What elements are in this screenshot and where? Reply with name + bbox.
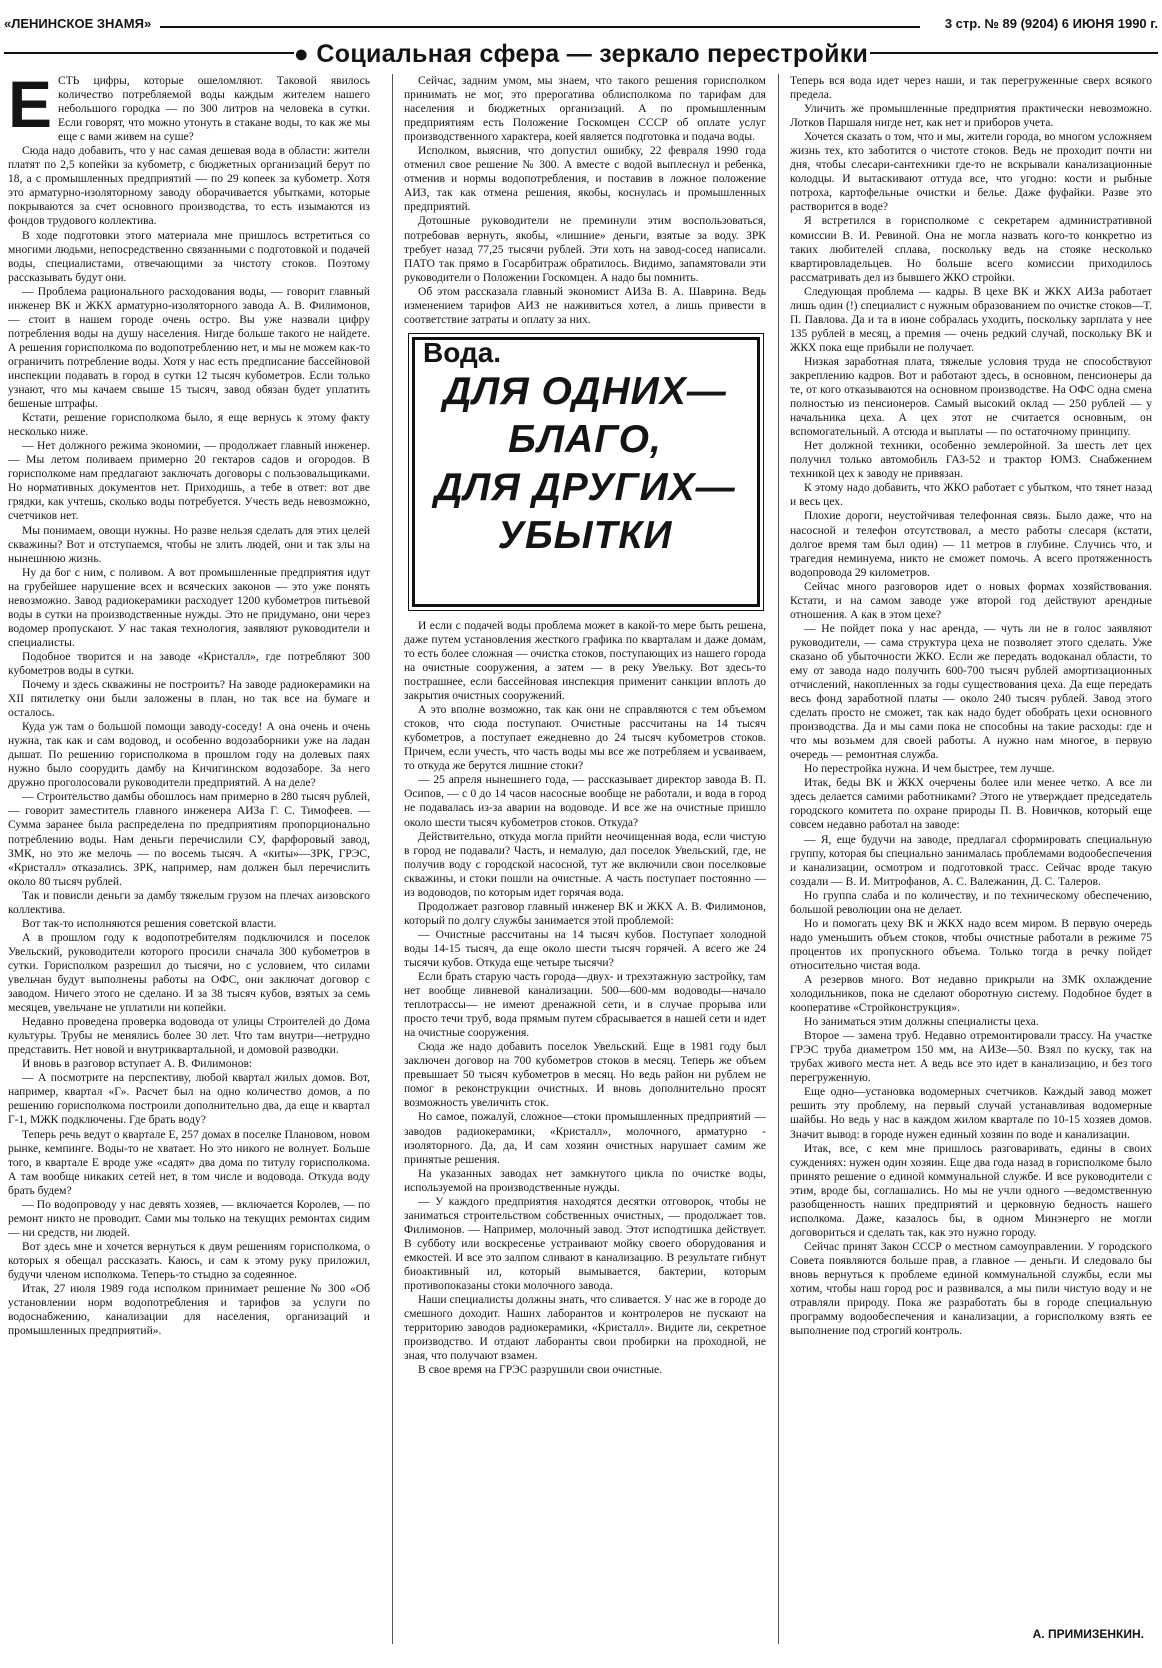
- box-title: [423, 368, 747, 560]
- box-title-line: ДЛЯ ДРУГИХ—: [434, 465, 736, 509]
- paragraph: Теперь вся вода идет через наши, и так перегруженные сверх всякого предела.: [790, 75, 1152, 102]
- drop-cap: Е: [8, 74, 53, 141]
- subheadline-box: [412, 337, 760, 607]
- paragraph: Сейчас много разговоров идет о новых формах хозяйствования. Кстати, и на самом заводе уже второй год действуют арендные отношения. А как в этом цехе?: [790, 580, 1152, 621]
- paragraph: Подобное творится и на заводе «Кристалл», где потребляют 300 кубометров воды в сутки.: [8, 650, 370, 677]
- paragraph: Об этом рассказала главный экономист АИЗа В. А. Шаврина. Ведь изменением тарифов АИЗ не наживиться хотел, а лишь привести в соответствие затраты и оплату за них.: [404, 285, 766, 326]
- issue-info: 3 стр. № 89 (9204) 6 ИЮНЯ 1990 г.: [944, 16, 1158, 31]
- paragraph: И если с подачей воды проблема может в какой-то мере быть решена, даже путем установления жесткого графика по кварталам и даже домам, то есть более сложная — очистка стоков, поступающих из нашего города на очистные сооружения, а затем — в реку Увельку. Вот здесь-то пострашнее, если бассейновая инспекция применит санкции вплоть до закрытия очистных сооружений.: [404, 619, 766, 703]
- paragraph: Действительно, откуда могла прийти неочищенная вода, если чистую в город не подавали? Часть, и немалую, дал поселок Увельский, где, не получив воду с городской насосной, тут же включили свои поселковые скважины, и стоки пошли на очистные. А часть поступает постоянно — из водоводов, по которым идет горячая вода.: [404, 830, 766, 899]
- paragraph: Итак, 27 июля 1989 года исполком принимает решение № 300 «Об установлении норм водопотребления и тарифов за услуги по водоснабжению, канализации для населения, организаций и промышленных предприятий».: [8, 1283, 370, 1338]
- paragraph: Но и помогать цеху ВК и ЖКХ надо всем миром. В первую очередь надо уменьшить объем стоков, чтобы очистные работали в режиме 75 процентов их пропускного объема. Только тогда в речку пойдет относительно чистая вода.: [790, 917, 1152, 972]
- paragraph: Теперь речь ведут о квартале Е, 257 домах в поселке Плановом, новом рынке, кемпинге. Воды-то не хватает. Но это никого не волнует. Больше того, в квартале Е вроде уже «садят» два дома по титулу горисполкома. А там вообще никаких сетей нет, в том числе и водовода. Откуда воду брать будем?: [8, 1128, 370, 1197]
- paragraph: — Строительство дамбы обошлось нам примерно в 280 тысяч рублей, — говорит заместитель главного инженера АИЗа Г. С. Тимофеев. — Сумма заранее была распределена по предприятиям пропорционально потреблению воды. Нам деньги перечислили СУ, фарфоровый завод, ЗМК, но это же мелочь — по восемь тысяч. А «киты»—ЗРК, ГРЭС, «Кристалл» отказались. ЗРК, например, нам должен был перечислить около 80 тысяч рублей.: [8, 791, 370, 888]
- paragraph: Кстати, решение горисполкома было, я еще вернусь к этому факту несколько ниже.: [8, 412, 370, 439]
- paragraph: Но самое, пожалуй, сложное—стоки промышленных предприятий — заводов радиокерамики, «Кристалл», молочного, арматурно - изоляторного. Да, да, И сам хозяин очистных нарушает самим же принятые решения.: [404, 1111, 766, 1166]
- paragraph: Итак, все, с кем мне пришлось разговаривать, едины в своих суждениях: нужен один хозяин. Еще два года назад в горисполкоме было принято решение о единой коммунальной службе. И все руководители с этим, вроде бы, соглашались. Но мы не учли одного —ведомственную разобщенность наших предприятий и церковную бедность нашего исполкома. Даже, казалось бы, в одном Минэнерго не могли договориться и сделать так, как это нужно городу.: [790, 1142, 1152, 1239]
- column-divider: [392, 74, 393, 1644]
- section-headline: ● Социальная сфера — зеркало перестройки: [293, 40, 869, 68]
- paragraph: В ходе подготовки этого материала мне пришлось встретиться со многими людьми, непосредственно связанными с подготовкой и подачей воды, специалистами, отвечающими за чистоту стоков. Поэтому рассказывать будут они.: [8, 229, 370, 284]
- paragraph: — У каждого предприятия находятся десятки отговорок, чтобы не заниматься строительством собственных очистных, — продолжает тов. Филимонов. — Например, молочный завод. Этот исподтишка действует. В субботу или воскресенье устраивают мойку своего оборудования и емкостей. И все это залпом сливают в канализацию. В результате гибнут биоактивный ил, который вымывается, бактерии, которым противопоказаны стоки молочного завода.: [404, 1195, 766, 1293]
- paragraph: Второе — замена труб. Недавно отремонтировали трассу. На участке ГРЭС труба диаметром 150 мм, на АИЗе—50. Взял по куску, так на трубах живого места нет. А ведь все это идет в канализацию, и без того перегруженную.: [790, 1030, 1152, 1085]
- paragraph: — Не пойдет пока у нас аренда, — чуть ли не в голос заявляют руководители, — сама структура цеха не позволяет этого сделать. Уже сказано об убыточности ЖКО. Если же передать водоканал области, то ему от завода надо получить 600-700 тысяч рублей амортизационных отчислений, накопленных за годы существования цеха. Да еще передать весь фонд заработной платы — около 240 тысяч рублей. Завод этого сделать просто не сможет, так как надо будет обобрать цехи основного производства. Да и мы сами пока не способны на такие расходы: где и что мы возьмем для своей работы. А нужно нам многое, в первую очередь — ремонтная служба.: [790, 622, 1152, 762]
- paragraph: Но перестройка нужна. И чем быстрее, тем лучше.: [804, 763, 1055, 776]
- paragraph: Мы понимаем, овощи нужны. Но разве нельзя сделать для этих целей скважины? Вот и отступаемся, чтобы не злить людей, они и так злы на нынешнюю жизнь.: [8, 524, 370, 565]
- paragraph: Еще одно—установка водомерных счетчиков. Каждый завод может решить эту проблему, на первый случай устанавливая водомерные шайбы. Но ведь у нас в каждом жилом квартале по 10-15 хозяев домов. Значит вывод: в городе нужен единый хозяин по воде и канализации.: [790, 1086, 1152, 1141]
- column-1: [8, 74, 370, 1649]
- paragraph: — 25 апреля нынешнего года, — рассказывает директор завода В. П. Осипов, — с 0 до 14 часов насосные вообще не работали, и вода в город не подавалась из-за аварии на водоводе. И все же на очистные пришло около шести тысяч кубометров стоков. Откуда?: [404, 774, 766, 829]
- box-title-line: БЛАГО,: [508, 417, 662, 461]
- paragraph: На указанных заводах нет замкнутого цикла по очистке воды, используемой на производственные нужды.: [404, 1167, 766, 1194]
- paragraph: — Нет должного режима экономии, — продолжает главный инженер. — Мы летом поливаем примерно 20 гектаров садов и огородов. В горисполкоме нам предлагают заключать договоры с пользовальщиками. Но нормативных документов нет. Приходишь, а тебе в ответ: вот две грядки, как учтешь, сколько воды потребуется. Учесть ведь невозможно, счетчиков нет.: [8, 440, 370, 523]
- paragraph: В свое время на ГРЭС разрушили свои очистные.: [418, 1364, 663, 1377]
- paragraph: Уличить же промышленные предприятия практически невозможно. Лотков Паршаля нигде нет, как нет и приборов учета.: [790, 103, 1152, 130]
- author-signature: А. ПРИМИЗЕНКИН.: [1032, 1626, 1144, 1641]
- paragraph: Исполком, выяснив, что допустил ошибку, 22 февраля 1990 года отменил свое решение № 300. А вместе с водой выплеснул и ребенка, отменив и нормы водопотребления, и поставив в ложное положение АИЗ, так как отмена решения, якобы, коснулась и промышленных предприятий.: [404, 145, 766, 214]
- paragraph: Нет должной техники, особенно землеройной. За шесть лет цех получил только автомобиль ГАЗ-52 и трактор ЮМЗ. Снабжением техникой цех к заводу не привязан.: [790, 440, 1152, 481]
- paragraph: Плохие дороги, неустойчивая телефонная связь. Было даже, что на насосной и телефон отсутствовал, а место работы слесаря (кстати, долгое время там был один) — 11 метров в глубине. Случись что, и трагедия неминуема, никто не сможет помочь. А всего протяженность водопровода 29 километров.: [790, 510, 1152, 579]
- paragraph: Если брать старую часть города—двух- и трехэтажную застройку, там нет вообще ливневой канализации. 500—600-мм водоводы—начало теплотрассы— не имеют дренажной сети, и в случае прорыва или просто течи труб, вода прямым путем сбрасывается в нашей сети и идет на очистные сооружения.: [404, 971, 766, 1040]
- paragraph: — Очистные рассчитаны на 14 тысяч кубов. Поступает холодной воды 14-15 тысяч, да еще около шести тысяч горячей. А всего же 24 тысячи кубов. Откуда еще четыре тысячи?: [404, 928, 766, 969]
- paragraph: — По водопроводу у нас девять хозяев, — включается Королев, — по ремонт никто не проводит. Сами мы только на текущих ремонтах сидим — ни средств, ни людей.: [8, 1198, 370, 1239]
- paragraph: — А посмотрите на перспективу, любой квартал жилых домов. Вот, например, квартал «Г». Расчет был на одно количество домов, а по решению горисполкома построили дополнительно два, да еще и квартал Г-1, МЖК подключены. Где брать воду?: [8, 1072, 370, 1127]
- paragraph: А это вполне возможно, так как они не справляются с тем объемом стоков, что сюда поступают. Очистные рассчитаны на 14 тысяч кубометров, а поступает ежедневно до 24 тысяч кубометров стоков. Причем, если учесть, что часть воды мы все же потребляем и усваиваем, то откуда же берутся лишние стоки?: [404, 704, 766, 773]
- box-title-line: УБЫТКИ: [497, 513, 673, 557]
- paragraph: Дотошные руководители не преминули этим воспользоваться, потребовав вернуть, якобы, «лишние» деньги, взятые за воду. ЗРК требует назад 77,25 тысячи рублей. Эти хоть на завод-сосед написали. ПАТО так прямо в Госарбитраж обратилось. Видимо, запамятовали эти руководители о Положении Госкомцен. А надо бы помнить.: [404, 215, 766, 284]
- paragraph: Но группа слаба и по количеству, и по техническому обеспечению, большой революции она не делает.: [790, 889, 1152, 916]
- paragraph: Ну да бог с ним, с поливом. А вот промышленные предприятия идут на грубейшее нарушение всех и всяческих законов — это уже понять невозможно. Завод радиокерамики расходует 1200 кубометров питьевой воды в сутки на производственные нужды. Это не придумано, они через водомер пропускают. У нас такая технология, заявляют руководители и специалисты.: [8, 566, 370, 649]
- paragraph: К этому надо добавить, что ЖКО работает с убытком, что тянет назад и весь цех.: [790, 482, 1152, 509]
- paragraph: — Проблема рационального расходования воды, — говорит главный инженер ВК и ЖКХ арматурно-изоляторного завода А. В. Филимонов, — стоит в нашем городе очень остро. Вы уже назвали цифру потребления воды на душу населения. Нигде больше такого не найдете. А решения горисполкома по водопотреблению нет, и мы не можем как-то ограничить потребление воды. Хотя у нас есть предписание бассейновой инспекции подавать в город в сутки 12 тысяч кубометров. Если только узнают, что мы качаем свыше 15 тысяч, завод обязан будет уплатить бешеные штрафы.: [8, 285, 370, 411]
- masthead: [4, 14, 1158, 34]
- paragraph: Сейчас, задним умом, мы знаем, что такого решения горисполком принимать не мог, это прерогатива облисполкома по тарифам для населения и бюджетных организаций. А по промышленным предприятиям есть Положение Госкомцен СССР об оплате услуг производственного характера, коей является подготовка и подача воды.: [404, 75, 766, 144]
- paragraph: Недавно проведена проверка водовода от улицы Строителей до Дома культуры. Трубы не менялись более 30 лет. Что там внутри—нетрудно представить. Нет новой и внутриквартальной, и домовой разводки.: [8, 1016, 370, 1057]
- paragraph: Вот здесь мне и хочется вернуться к двум решениям горисполкома, о которых я обещал рассказать. Каюсь, и сам к этому руку приложил, будучи членом исполкома. Теперь-то стыдно за содеянное.: [8, 1240, 370, 1281]
- paragraph: Наши специалисты должны знать, что сливается. У нас же в городе до смешного доходит. Наших лаборантов и контролеров не пускают на территорию заводов радиокерамики, «Кристалл». Видите ли, секретное производство. И отдают лаборанты свои пробирки на проходной, не зная, что получают взамен.: [404, 1294, 766, 1363]
- box-title-line: ДЛЯ ОДНИХ—: [443, 369, 727, 413]
- paragraph: — Я, еще будучи на заводе, предлагал сформировать специальную группу, которая бы специально занималась проблемами водообеспечения и канализации, осмотром и подготовкой трасс. Сейчас вроде такую создали — В. И. Митрофанов, А. С. Валежанин, Д. С. Талеров.: [790, 833, 1152, 888]
- box-kicker: Вода.: [423, 336, 502, 368]
- newspaper-name: «ЛЕНИНСКОЕ ЗНАМЯ»: [4, 16, 152, 31]
- paragraph: Сюда надо добавить, что у нас самая дешевая вода в области: жители платят по 2,5 копейки за кубометр, с бюджетных организаций берут по 18, а с промышленных предприятий — по 29 копеек за кубометр. Хотя это арматурно-изоляторному заводу оборачивается убытками, которые покрываются за счет основного производства, то есть изымаются из фондов трудового коллектива.: [8, 145, 370, 228]
- paragraph: А резервов много. Вот недавно прикрыли на ЗМК охлаждение холодильников, пока не сделают оборотную систему. Подобное будет в кооперативе «Стройконструкция».: [790, 974, 1152, 1015]
- paragraph: СТЬ цифры, которые ошеломляют. Таковой явилось количество потребляемой воды каждым жителем нашего небольшого городка — по 300 литров на человека в сутки. Если говорят, что можно утонуть в стакане воды, то как же мы еще с вами живем на суше?: [58, 75, 370, 144]
- paragraph: А в прошлом году к водопотребителям подключился и поселок Увельский, руководители которого просили сначала 300 кубометров в сутки. Горисполком разрешил до тысячи, но с условием, что силами увельчан будут выполнены работы на ОФС, они заключат договор с заводом. Ничего этого не сделано. И за 38 тысяч кубов, взятых за семь месяцев, увельчане не уплатили ни копейки.: [8, 931, 370, 1015]
- paragraph: Вот так-то исполняются решения советской власти.: [22, 917, 277, 930]
- paragraph: Так и повисли деньги за дамбу тяжелым грузом на плечах аизовского коллектива.: [8, 889, 370, 916]
- paragraph: Следующая проблема — кадры. В цехе ВК и ЖКХ АИЗа работает лишь один (!) специалист с нужным образованием по очистке стоков—Т. П. Павлова. Да и та в июне собралась уходить, поскольку зарплата у нее 135 рублей в месяц, а премия — очень редкий случай, поскольку ВК и ЖКХ пока еще прибыли не получает.: [790, 285, 1152, 354]
- paragraph: Сюда же надо добавить поселок Увельский. Еще в 1981 году был заключен договор на 700 кубометров стоков в месяц. Теперь же объем превышает 50 тысяч кубометров в месяц. Но ведь район ни рублем не помог в реконструкции очистных. И вновь дополнительно просят возможность увеличить сток.: [404, 1041, 766, 1110]
- column-divider: [778, 74, 779, 1644]
- paragraph: Но заниматься этим должны специалисты цеха.: [804, 1016, 1039, 1029]
- paragraph: Продолжает разговор главный инженер ВК и ЖКХ А. В. Филимонов, который по долгу службы занимается этой проблемой:: [404, 900, 766, 927]
- paragraph: И вновь в разговор вступает А. В. Филимонов:: [22, 1058, 253, 1071]
- paragraph: Я встретился в горисполкоме с секретарем административной комиссии В. И. Ревиной. Она не могла назвать кого-то конкретно из таких любителей сплава, поскольку ведь на стояке несколько квартировладельцев. Но больше всего комиссии приходилось рассматривать дел из бывшего ЖКО стройки.: [790, 215, 1152, 284]
- paragraph: Почему и здесь скважины не построить? На заводе радиокерамики на XII пятилетку они были заложены в план, но так все на бумаге и осталось.: [8, 679, 370, 720]
- paragraph: Итак, беды ВК и ЖКХ очерчены более или менее четко. А все ли здесь делается самими работниками? Этого не утверждает председатель городского комитета по охране природы П. В. Новичков, который еще совсем недавно работал на заводе:: [790, 777, 1152, 832]
- column-2: [404, 74, 766, 1649]
- paragraph: Сейчас принят Закон СССР о местном самоуправлении. У городского Совета появляются больше прав, а главное — деньги. И следовало бы вновь вернуться к проблеме единой коммунальной службы, если мы хотим, чтобы наш город рос и развивался, а мы пили чистую воду и не отравляли природу. Пока же разработать бы в городе специальную программу водообеспечения и канализации, а горисполкому взять ее выполнение под строгий контроль.: [790, 1240, 1152, 1338]
- masthead-rule: [160, 26, 920, 28]
- paragraph: Низкая заработная плата, тяжелые условия труда не способствуют закреплению кадров. Вот и работают здесь, в основном, пенсионеры да те, от кого отказываются на основном производстве. На ОФС одна смена полностью из пенсионеров. Самый высокий оклад — 250 рублей — у начальника цеха. А цех этот не считается основным, он вспомогательный. А отсюда и выплаты — по остаточному принципу.: [790, 355, 1152, 439]
- column-3: [790, 74, 1152, 1649]
- paragraph: Куда уж там о большой помощи заводу-соседу! А она очень и очень нужна, так как и сам водовод, и особенно водозаборники уже на ладан дышат. По решению горисполкома в прошлом году на долевых паях нужно было соорудить дамбу на Кичигинском водозаборе. За него дружно проголосовали руководители предприятий. А на деле?: [8, 721, 370, 790]
- paragraph: Хочется сказать о том, что и мы, жители города, во многом усложняем жизнь тех, кто заботится о чистоте стоков. Ведь не проходит почти ни дня, чтобы слесари-сантехники где-то не вскрывали канализационные колодцы. И вытаскивают оттуда все, что угодно: кости и рыбные потроха, картофельные очистки и белье. Даже фуфайки. Разве это растворится в воде?: [790, 131, 1152, 214]
